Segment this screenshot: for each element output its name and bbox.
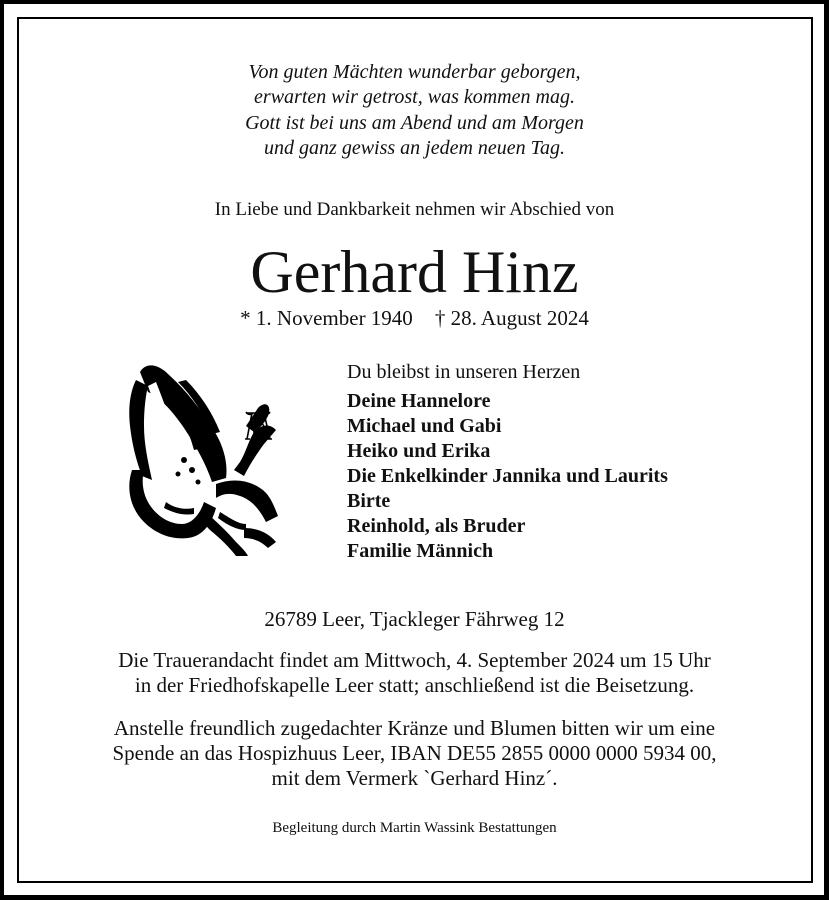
service-line: Die Trauerandacht findet am Mittwoch, 4. September 2024 um 15 Uhr [118,648,711,672]
poem-line: und ganz gewiss an jedem neuen Tag. [264,137,565,159]
mourner-name: Familie Männich [347,540,494,562]
donation-line: Anstelle freundlich zugedachter Kränze und Blumen bitten wir um eine [113,716,716,740]
mourner-name: Heiko und Erika [347,440,491,462]
mourners [347,360,668,564]
praying-hands-icon [108,352,288,557]
death-date: † 28. August 2024 [434,306,589,330]
mourners-lead: Du bleibst in unseren Herzen [347,361,581,383]
funeral-home-credit: Begleitung durch Martin Wassink Bestattungen [272,820,557,836]
deceased-name: Gerhard Hinz [250,239,579,305]
poem-line: Gott ist bei uns am Abend und am Morgen [245,112,584,134]
poem-line: Von guten Mächten wunderbar geborgen, [248,61,581,83]
intro-text: In Liebe und Dankbarkeit nehmen wir Abschied von [214,199,615,220]
poem-line: erwarten wir getrost, was kommen mag. [254,86,575,108]
mourner-name: Reinhold, als Bruder [347,515,526,537]
birth-date: * 1. November 1940 [240,306,413,330]
life-dates [0,306,829,331]
mourner-name: Deine Hannelore [347,390,491,412]
service-line: in der Friedhofskapelle Leer statt; anschließend ist die Beisetzung. [134,673,695,697]
mourner-name: Die Enkelkinder Jannika und Laurits [347,465,668,487]
address: 26789 Leer, Tjackleger Fährweg 12 [264,607,565,631]
mourner-name: Birte [347,490,391,512]
donation-line: mit dem Vermerk `Gerhard Hinz´. [271,766,558,790]
mourner-name: Michael und Gabi [347,415,502,437]
monogram-icon [243,409,273,441]
donation-line: Spende an das Hospizhuus Leer, IBAN DE55 2855 0000 0000 5934 00, [112,741,717,765]
